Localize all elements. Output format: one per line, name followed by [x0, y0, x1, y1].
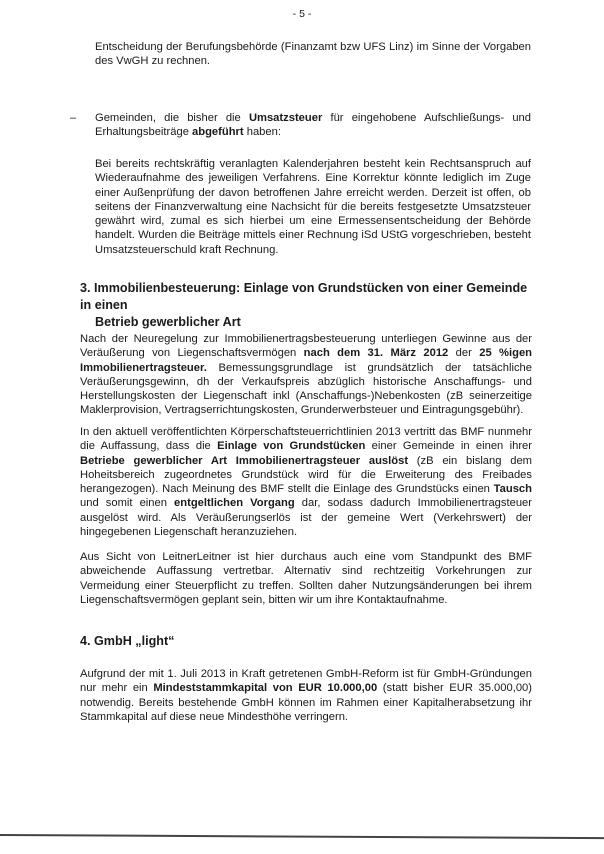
bold-text: entgeltlichen Vorgang — [174, 497, 295, 510]
page-number: - 5 - — [292, 8, 312, 20]
text: und somit einen — [80, 497, 175, 510]
text: haben: — [243, 126, 281, 139]
intro-paragraph: Entscheidung der Berufungsbehörde (Finanzamt bzw UFS Linz) im Sinne der Vorgaben des VwGH zu rechnen. — [95, 41, 531, 68]
text: In den aktuell veröffentlichten Körperschaftsteuerrichtlinien 2013 vertritt das BMF nunmehr die Auffassung, dass die — [80, 426, 532, 453]
heading-line: 3. Immobilienbesteuerung: Einlage von Grundstücken von einer Gemeinde in einen — [80, 281, 528, 312]
text: Bemessungsgrundlage ist grundsätzlich der tatsächliche Veräußerungsgewinn, dh der Verkaufspreis abzüglich historische Anschaffungs- und Herstellungskosten der Liegenschaft inkl (Anschaffungs-)Nebenkosten (zB seinerzeitige Maklerprovision, Vertragserrichtungskosten, Grunderwerbsteuer und Eintragungsgebühr). — [80, 361, 532, 417]
text: Gemeinden, die bisher die — [95, 112, 249, 124]
bold-text: 25 %igen Immobilienertragsteuer. — [80, 347, 532, 374]
text: einer Gemeinde in einen ihrer — [365, 440, 532, 453]
text: dar, sodass dadurch Immobilienertragsteuer ausgelöst wird. Als Veräußerungserlös ist der gemeine Wert (Verkehrswert) der hingegebenen Liegenschaft heranzuziehen. — [80, 497, 532, 539]
text: für eingehobene Aufschließungs- und Erhaltungsbeiträge — [95, 112, 531, 139]
bold-text: Betriebe gewerblicher Art Immobilienertragsteuer auslöst — [80, 454, 409, 467]
text: (statt bisher EUR 35.000,00) notwendig. Bereits bestehende GmbH können im Rahmen einer Kapitalherabsetzung ihr Stammkapital auf diese neue Mindesthöhe verringern. — [80, 682, 532, 723]
text: Nach der Neuregelung zur Immobilienertragsbesteuerung unterliegen Gewinne aus der Veräußerung von Liegenschaftsvermögen — [80, 333, 532, 360]
bullet-body-paragraph: Bei bereits rechtskräftig veranlagten Kalenderjahren besteht kein Rechtsanspruch auf Wiederaufnahme des jeweiligen Verfahrens. Eine Korrektur könnte lediglich im Zuge einer Außenprüfung der davon betroffenen Jahre erreicht werden. Derzeit ist offen, ob seitens der Finanzverwaltung eine Nachsicht für die bereits festgesetzte Umsatzsteuer gewährt wird, zumal es sich hierbei um eine Ermessensentscheidung der Behörde handelt. Wurden die Beiträge mittels einer Rechnung iSd UStG vorgeschrieben, besteht Umsatzsteuerschuld kraft Rechnung. — [95, 158, 531, 256]
section-3-paragraph-1 — [80, 332, 532, 418]
bold-text: Tausch — [493, 483, 532, 496]
section-3-paragraph-3: Aus Sicht von LeitnerLeitner ist hier durchaus auch eine vom Standpunkt des BMF abweichende Auffassung vertretbar. Alternativ sind rechtzeitig Vorkehrungen zur Vermeidung einer Steuerpflicht zu treffen. Sollten daher Nutzungsänderungen bei ihrem Liegenschaftsvermögen geplant sein, bitten wir um ihre Kontaktaufnahme. — [80, 551, 532, 606]
bold-text: Umsatzsteuer — [248, 112, 323, 124]
bullet-dash-icon: – — [70, 112, 77, 124]
text: (zB ein bislang dem Hoheitsbereich zugeordnetes Grundstück wird für die Erweiterung des Freibades herangezogen). Nach Meinung des BMF stellt die Einlage des Grundstücks einen — [80, 454, 532, 496]
bold-text: Einlage von Grundstücken — [217, 440, 366, 453]
bold-text: abgeführt — [192, 126, 244, 139]
section-3-paragraph-2 — [80, 425, 532, 539]
text: Aufgrund der mit 1. Juli 2013 in Kraft getretenen GmbH-Reform ist für GmbH-Gründungen nur mehr ein — [80, 668, 532, 695]
bullet-heading — [95, 111, 531, 140]
bold-text: Mindeststammkapital von EUR 10.000,00 — [153, 682, 378, 695]
section-4-paragraph — [80, 667, 532, 724]
footer-rule — [0, 834, 604, 839]
text: der — [448, 347, 480, 360]
section-4-heading: 4. GmbH „light“ — [80, 634, 175, 648]
section-3-heading — [80, 280, 532, 331]
heading-line: Betrieb gewerblicher Art — [95, 315, 241, 329]
bold-text: nach dem 31. März 2012 — [303, 347, 449, 360]
